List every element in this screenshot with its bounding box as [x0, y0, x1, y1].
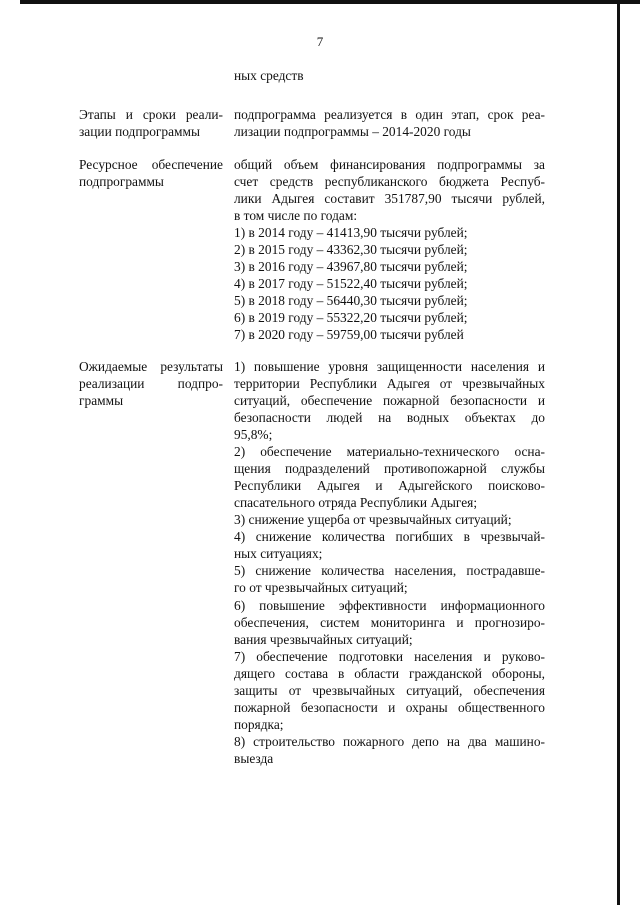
results-content-line: 1) повышение уровня защищенности населения и — [234, 359, 545, 374]
results-content-line: Республики Адыгея и Адыгейского поисково- — [234, 478, 545, 493]
results-label-line: реализации подпро- — [79, 376, 223, 391]
results-content-line: порядка; — [234, 717, 284, 732]
results-content-line: 5) снижение количества населения, пострадавше- — [234, 563, 545, 578]
stages-label-line: зации подпрограммы — [79, 124, 200, 139]
resources-content-line: счет средств республиканского бюджета Респуб- — [234, 174, 545, 189]
results-content-line: го от чрезвычайных ситуаций; — [234, 580, 408, 595]
results-content-line: безопасности людей на водных объектах до — [234, 410, 545, 425]
resources-year-line: 3) в 2016 году – 43967,80 тысячи рублей; — [234, 259, 468, 274]
results-content-line: 2) обеспечение материально-технического осна- — [234, 444, 545, 459]
results-content-line: спасательного отряда Республики Адыгея; — [234, 495, 478, 510]
results-content-line: 6) повышение эффективности информационного — [234, 598, 545, 613]
results-label-line: Ожидаемые результаты — [79, 359, 223, 374]
resources-year-line: 6) в 2019 году – 55322,20 тысячи рублей; — [234, 310, 468, 325]
right-border-line — [617, 0, 620, 905]
resources-year-line: 1) в 2014 году – 41413,90 тысячи рублей; — [234, 225, 468, 240]
results-content-line: ситуаций, обеспечение пожарной безопасности и — [234, 393, 545, 408]
continuation-text: ных средств — [234, 68, 304, 83]
top-border-line — [20, 0, 640, 4]
stages-label-line: Этапы и сроки реали- — [79, 107, 223, 122]
results-content-line: пожарной безопасности и охраны общественного — [234, 700, 545, 715]
results-content-line: 8) строительство пожарного депо на два машино- — [234, 734, 545, 749]
results-label-line: граммы — [79, 393, 124, 408]
resources-content-line: лики Адыгея составит 351787,90 тысячи рублей, — [234, 191, 545, 206]
results-content-line: территории Республики Адыгея от чрезвычайных — [234, 376, 545, 391]
stages-content-line: лизации подпрограммы – 2014-2020 годы — [234, 124, 471, 139]
stages-content-line: подпрограмма реализуется в один этап, срок реа- — [234, 107, 545, 122]
resources-content-line: общий объем финансирования подпрограммы за — [234, 157, 545, 172]
resources-label-line: Ресурсное обеспечение — [79, 157, 223, 172]
resources-label-line: подпрограммы — [79, 174, 164, 189]
results-content-line: вания чрезвычайных ситуаций; — [234, 632, 413, 647]
resources-content-line: в том числе по годам: — [234, 208, 358, 223]
results-content-line: 7) обеспечение подготовки населения и руково- — [234, 649, 545, 664]
results-content-line: выезда — [234, 751, 274, 766]
results-content-line: дящего состава в области гражданской обороны, — [234, 666, 545, 681]
resources-year-line: 4) в 2017 году – 51522,40 тысячи рублей; — [234, 276, 468, 291]
resources-year-line: 5) в 2018 году – 56440,30 тысячи рублей; — [234, 293, 468, 308]
results-content-line: щения подразделений противопожарной службы — [234, 461, 545, 476]
page-number: 7 — [316, 34, 324, 49]
results-content-line: обеспечения, систем мониторинга и прогнозиро- — [234, 615, 545, 630]
results-content-line: 4) снижение количества погибших в чрезвычай- — [234, 529, 545, 544]
resources-year-line: 7) в 2020 году – 59759,00 тысячи рублей — [234, 327, 464, 342]
results-content-line: 3) снижение ущерба от чрезвычайных ситуаций; — [234, 512, 512, 527]
results-content-line: защиты от чрезвычайных ситуаций, обеспечения — [234, 683, 545, 698]
results-content-line: ных ситуациях; — [234, 546, 323, 561]
resources-year-line: 2) в 2015 году – 43362,30 тысячи рублей; — [234, 242, 468, 257]
results-content-line: 95,8%; — [234, 427, 273, 442]
